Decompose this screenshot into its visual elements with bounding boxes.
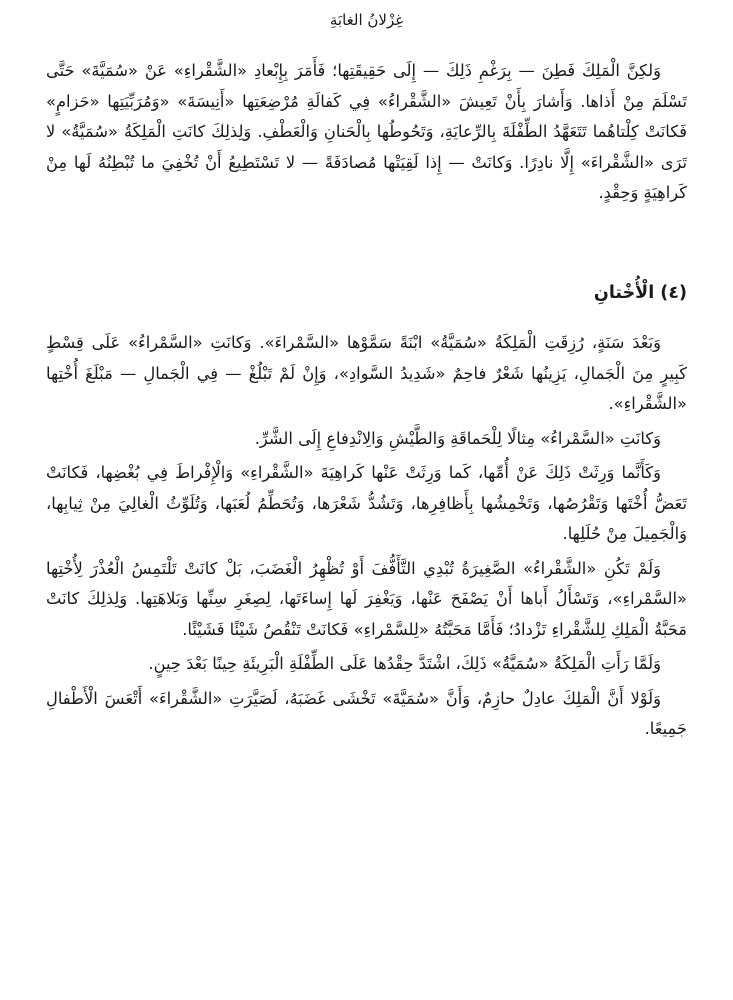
paragraph: وَلَمَّا رَأَتِ الْمَلِكَةُ «سُمَيَّةُ» ذَلِكَ، اشْتَدَّ حِقْدُها عَلَى الطِّفْلَةِ الْبَرِيئَةِ حِينًا بَعْدَ حِينٍ. [148, 654, 661, 673]
paragraph: وَكَأَنَّما وَرِثَتْ ذَلِكَ عَنْ أُمِّها، كَما وَرِثَتْ عَنْها كَراهِيَةَ «الشَّقْراءِ» وَالْإِفْراطَ فِي بُغْضِها، فَكانَتْ تَعَضُّ أُخْتَها وَتَقْرُصُها، وَتَخْمِشُها بِأَظافِرِها، وَتَشُدُّ شَعْرَها، وَتُحَطِّمُ لُعَبَها، وَتُلَوِّثُ الْغالِيَ مِنْ ثِيابِها، وَالْجَمِيلَ مِنْ حُلَلِها. [46, 463, 687, 543]
paragraph: وَلَوْلا أَنَّ الْمَلِكَ عادِلٌ حازِمٌ، وَأَنَّ «سُمَيَّةَ» تَخْشَى غَضَبَهُ، لَصَيَّرَتِ «الشَّقْراءَ» أَتْعَسَ الْأَطْفالِ جَمِيعًا. [46, 688, 687, 738]
section-1-text [46, 56, 687, 209]
paragraph: وَبَعْدَ سَنَةٍ، رُزِقَتِ الْمَلِكَةُ «سُمَيَّةُ» ابْنَةً سَمَّوْها «السَّمْراءَ». وَكانَتِ «السَّمْراءُ» عَلَى قِسْطٍ كَبِيرٍ مِنَ الْجَمالِ، يَزِينُها شَعْرٌ فاحِمٌ «شَدِيدُ السَّوادِ»، وَإِنْ لَمْ تَبْلُغْ — فِي الْجَمالِ — مَبْلَغَ أُخْتِها «الشَّقْراءِ». [46, 333, 687, 413]
paragraph: وَلكِنَّ الْمَلِكَ فَطِنَ — بِرَغْمِ ذَلِكَ — إِلَى حَقِيقَتِها؛ فَأَمَرَ بِإِبْعادِ «الشَّقْراءِ» عَنْ «سُمَيَّةَ» حَتَّى تَسْلَمَ مِنْ أَذاها. وَأَشارَ بِأَنْ تَعِيشَ «الشَّقْراءُ» فِي كَفالَةِ مُرْضِعَتِها «أَنِيسَةَ» «وَمُرَبِّيَتِها «حَزامٍ» فَكانَتْ كِلْتاهُما تَتَعَهَّدُ الطِّفْلَةَ بِالرِّعايَةِ، وَتَحُوطُها بِالْحَنانِ وَالْعَطْفِ. وَلِذلِكَ كانَتِ الْمَلِكَةُ «سُمَيَّةُ» لا تَرَى «الشَّقْراءَ» إِلَّا نادِرًا. وَكانَتْ — إِذا لَقِيَتْها مُصادَفَةً — لا تَسْتَطِيعُ أَنْ تُخْفِيَ ما تُبْطِنُهُ لَها مِنْ كَراهِيَةٍ وَحِقْدٍ. [46, 61, 687, 202]
paragraph: وَلَمْ تَكُنِ «الشَّقْراءُ» الصَّغِيرَةُ تُبْدِي التَّأَفُّفَ أَوْ تُظْهِرُ الْغَضَبَ، بَلْ كانَتْ تَلْتَمِسُ الْعُذْرَ لِأُخْتِها «السَّمْراءِ»، وَتَسْأَلُ أَباها أَنْ يَصْفَحَ عَنْها، وَيَغْفِرَ لَها إِساءَتَها، لِصِغَرِ سِنِّها وَبَلاهَتِها. وَلِذلِكَ كانَتْ مَحَبَّةُ الْمَلِكِ لِلشَّقْراءِ تَزْدادُ؛ فَأَمَّا مَحَبَّتُهُ «لِلسَّمْراءِ» فَكانَتْ تَنْقُصُ شَيْئًا فَشَيْئًا. [46, 558, 687, 639]
section-2-text [46, 328, 687, 745]
running-title: غِزْلانُ الغابَةِ [329, 11, 404, 29]
section-heading: (٤) الْأُخْتانِ [593, 283, 687, 303]
paragraph: وَكانَتِ «السَّمْراءُ» مِثالًا لِلْحَماقَةِ وَالطَّيْشِ وَالِانْدِفاعِ إِلَى الشَّرِّ. [254, 428, 661, 448]
